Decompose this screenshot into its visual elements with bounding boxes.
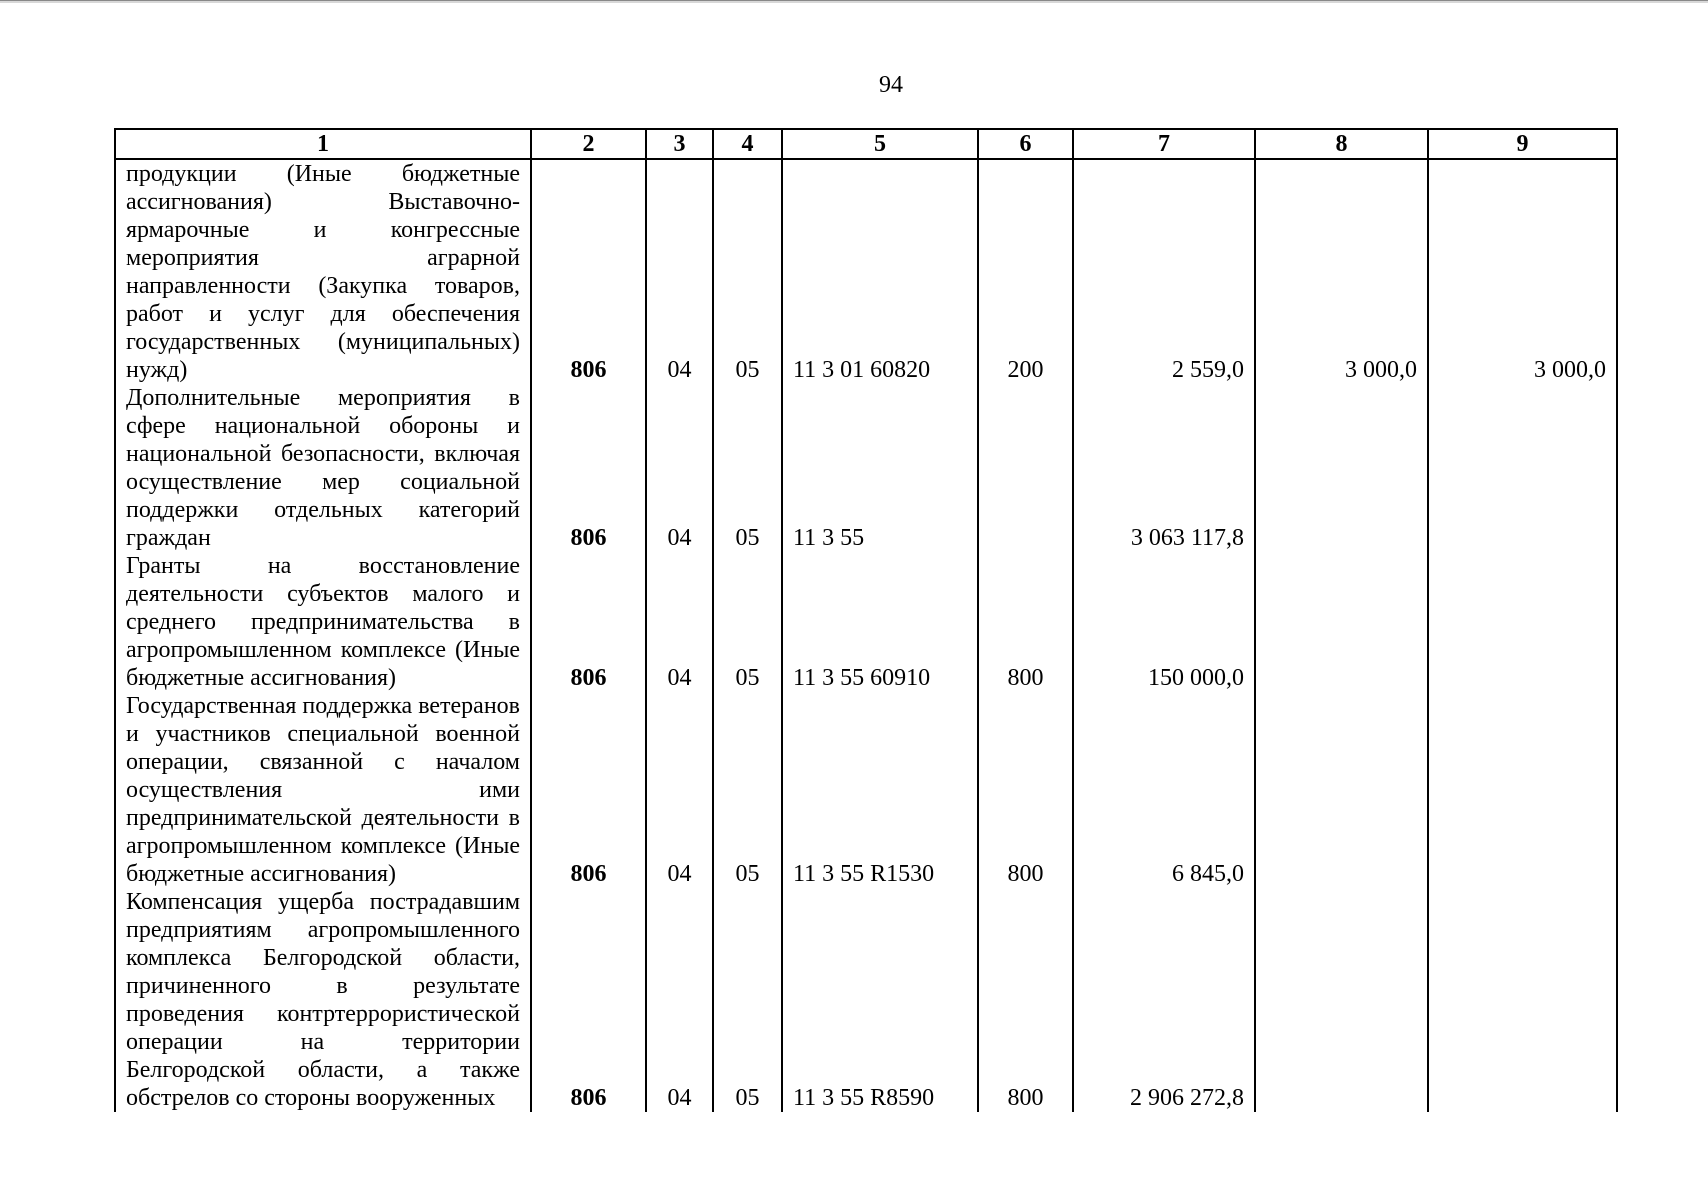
header-col-6: 6: [978, 129, 1073, 159]
budget-table-container: [114, 128, 1618, 1112]
row-amount-col9: [1428, 692, 1617, 888]
row-target-article: 11 3 55 R8590: [782, 888, 978, 1112]
row-amount-col7: 2 559,0: [1073, 159, 1255, 384]
row-description: Дополнительные мероприятия в сфере национальной обороны и национальной безопасности, включая осуществление мер социальной поддержки отдельных категорий граждан: [115, 384, 531, 552]
row-ministry-code: 806: [531, 692, 646, 888]
header-col-5: 5: [782, 129, 978, 159]
row-ministry-code: 806: [531, 159, 646, 384]
row-amount-col7: 2 906 272,8: [1073, 888, 1255, 1112]
row-amount-col8: [1255, 552, 1428, 692]
row-expense-type: 800: [978, 888, 1073, 1112]
table-row: [115, 159, 1617, 384]
header-row: [115, 129, 1617, 159]
row-amount-col9: [1428, 888, 1617, 1112]
row-section: 04: [646, 552, 713, 692]
row-section: 04: [646, 384, 713, 552]
row-amount-col7: 6 845,0: [1073, 692, 1255, 888]
row-amount-col8: [1255, 384, 1428, 552]
header-col-1: 1: [115, 129, 531, 159]
header-col-2: 2: [531, 129, 646, 159]
page-number: 94: [879, 72, 903, 98]
row-amount-col9: [1428, 384, 1617, 552]
header-col-9: 9: [1428, 129, 1617, 159]
row-ministry-code: 806: [531, 552, 646, 692]
header-col-3: 3: [646, 129, 713, 159]
row-amount-col8: 3 000,0: [1255, 159, 1428, 384]
row-description: продукции (Иные бюджетные ассигнования) Выставочно-ярмарочные и конгрессные мероприятия аграрной направленности (Закупка товаров, работ и услуг для обеспечения государственных (муниципальных) нужд): [115, 159, 531, 384]
row-description: Государственная поддержка ветеранов и участников специальной военной операции, связанной с началом осуществления ими предпринимательской деятельности в агропромышленном комплексе (Иные бюджетные ассигнования): [115, 692, 531, 888]
row-target-article: 11 3 55 R1530: [782, 692, 978, 888]
row-section: 04: [646, 888, 713, 1112]
row-ministry-code: 806: [531, 384, 646, 552]
row-amount-col8: [1255, 888, 1428, 1112]
row-ministry-code: 806: [531, 888, 646, 1112]
row-expense-type: [978, 384, 1073, 552]
row-amount-col9: 3 000,0: [1428, 159, 1617, 384]
row-subsection: 05: [713, 384, 782, 552]
row-expense-type: 800: [978, 692, 1073, 888]
row-description: Компенсация ущерба пострадавшим предприятиям агропромышленного комплекса Белгородской области, причиненного в результате проведения контртеррористической операции на территории Белгородской области, а также обстрелов со стороны вооруженных: [115, 888, 531, 1112]
row-expense-type: 200: [978, 159, 1073, 384]
row-amount-col8: [1255, 692, 1428, 888]
row-target-article: 11 3 55 60910: [782, 552, 978, 692]
row-subsection: 05: [713, 692, 782, 888]
table-row: [115, 384, 1617, 552]
row-subsection: 05: [713, 552, 782, 692]
scan-edge-line: [0, 0, 1708, 1]
row-amount-col9: [1428, 552, 1617, 692]
row-target-article: 11 3 55: [782, 384, 978, 552]
table-row: [115, 888, 1617, 1112]
table-row: [115, 692, 1617, 888]
table-row: [115, 552, 1617, 692]
row-expense-type: 800: [978, 552, 1073, 692]
header-col-7: 7: [1073, 129, 1255, 159]
row-amount-col7: 3 063 117,8: [1073, 384, 1255, 552]
row-section: 04: [646, 692, 713, 888]
row-subsection: 05: [713, 888, 782, 1112]
header-col-4: 4: [713, 129, 782, 159]
budget-table: [114, 128, 1618, 1112]
row-target-article: 11 3 01 60820: [782, 159, 978, 384]
header-col-8: 8: [1255, 129, 1428, 159]
row-description: Гранты на восстановление деятельности субъектов малого и среднего предпринимательства в агропромышленном комплексе (Иные бюджетные ассигнования): [115, 552, 531, 692]
row-section: 04: [646, 159, 713, 384]
row-amount-col7: 150 000,0: [1073, 552, 1255, 692]
row-subsection: 05: [713, 159, 782, 384]
